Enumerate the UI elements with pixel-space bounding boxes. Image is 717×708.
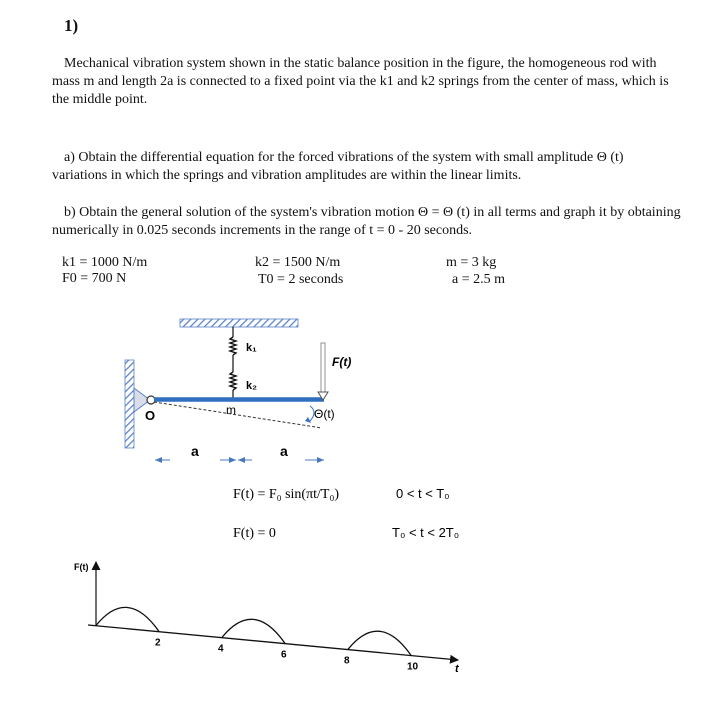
given-f0: F0 = 700 N [62,271,127,286]
spring-k1 [230,327,236,372]
spring-k2 [230,372,236,398]
theta-label: Θ(t) [314,407,335,421]
pulse-arc-1 [96,607,159,631]
part-b-text: b) Obtain the general solution of the system's vibration motion Θ = Θ (t) in all terms and graph it by obtaining numerically in 0.025 seconds increments in the range of t = 0 - 20 seconds. [52,205,681,238]
dim-a-right: a [280,443,288,459]
given-k2: k2 = 1500 N/m [255,255,341,270]
tick-label-8: 8 [344,655,350,667]
forcing-cond-1: 0 < t < T₀ [396,486,450,501]
force-arrow [318,343,328,400]
problem-number: 1) [64,16,79,35]
forcing-cond-2: T₀ < t < 2T₀ [392,525,460,540]
given-a: a = 2.5 m [452,272,505,287]
displaced-rod-line [154,402,322,428]
forcing-graph [74,562,460,675]
k2-label: k₂ [246,380,258,392]
problem-intro: Mechanical vibration system shown in the static balance position in the figure, the homogeneous rod with mass m and length 2a is connected to a fixed point via the k1 and k2 springs from the center of mass, which is the middle point. [52,56,669,107]
force-label: F(t) [332,355,352,369]
part-a-text: a) Obtain the differential equation for the forced vibrations of the system with small amplitude Θ (t) variations in which the springs and vibration amplitudes are within the linear limits. [52,150,624,183]
theta-arrowhead [305,417,311,423]
forcing-eq-2: F(t) = 0 [233,526,276,541]
pulse-arc-2 [222,619,285,643]
pulse-arc-3 [348,631,411,655]
dim-a-left: a [191,443,199,459]
given-k1: k1 = 1000 N/m [62,255,148,270]
y-axis-label: F(t) [74,562,89,572]
mass-label: m [226,403,236,417]
given-m: m = 3 kg [446,255,497,270]
tick-label-4: 4 [218,643,224,655]
pivot-label: O [145,408,156,423]
ceiling-support [180,319,298,327]
x-axis-label: t [455,663,459,675]
tick-label-6: 6 [281,649,287,661]
given-t0: T0 = 2 seconds [258,272,344,287]
left-wall [125,360,134,448]
tick-label-10: 10 [407,661,419,673]
tick-label-2: 2 [155,637,161,649]
k1-label: k₁ [246,342,257,354]
forcing-eq-1: F(t) = F₀ sin(πt/T₀) [233,487,340,502]
x-axis [88,625,458,660]
